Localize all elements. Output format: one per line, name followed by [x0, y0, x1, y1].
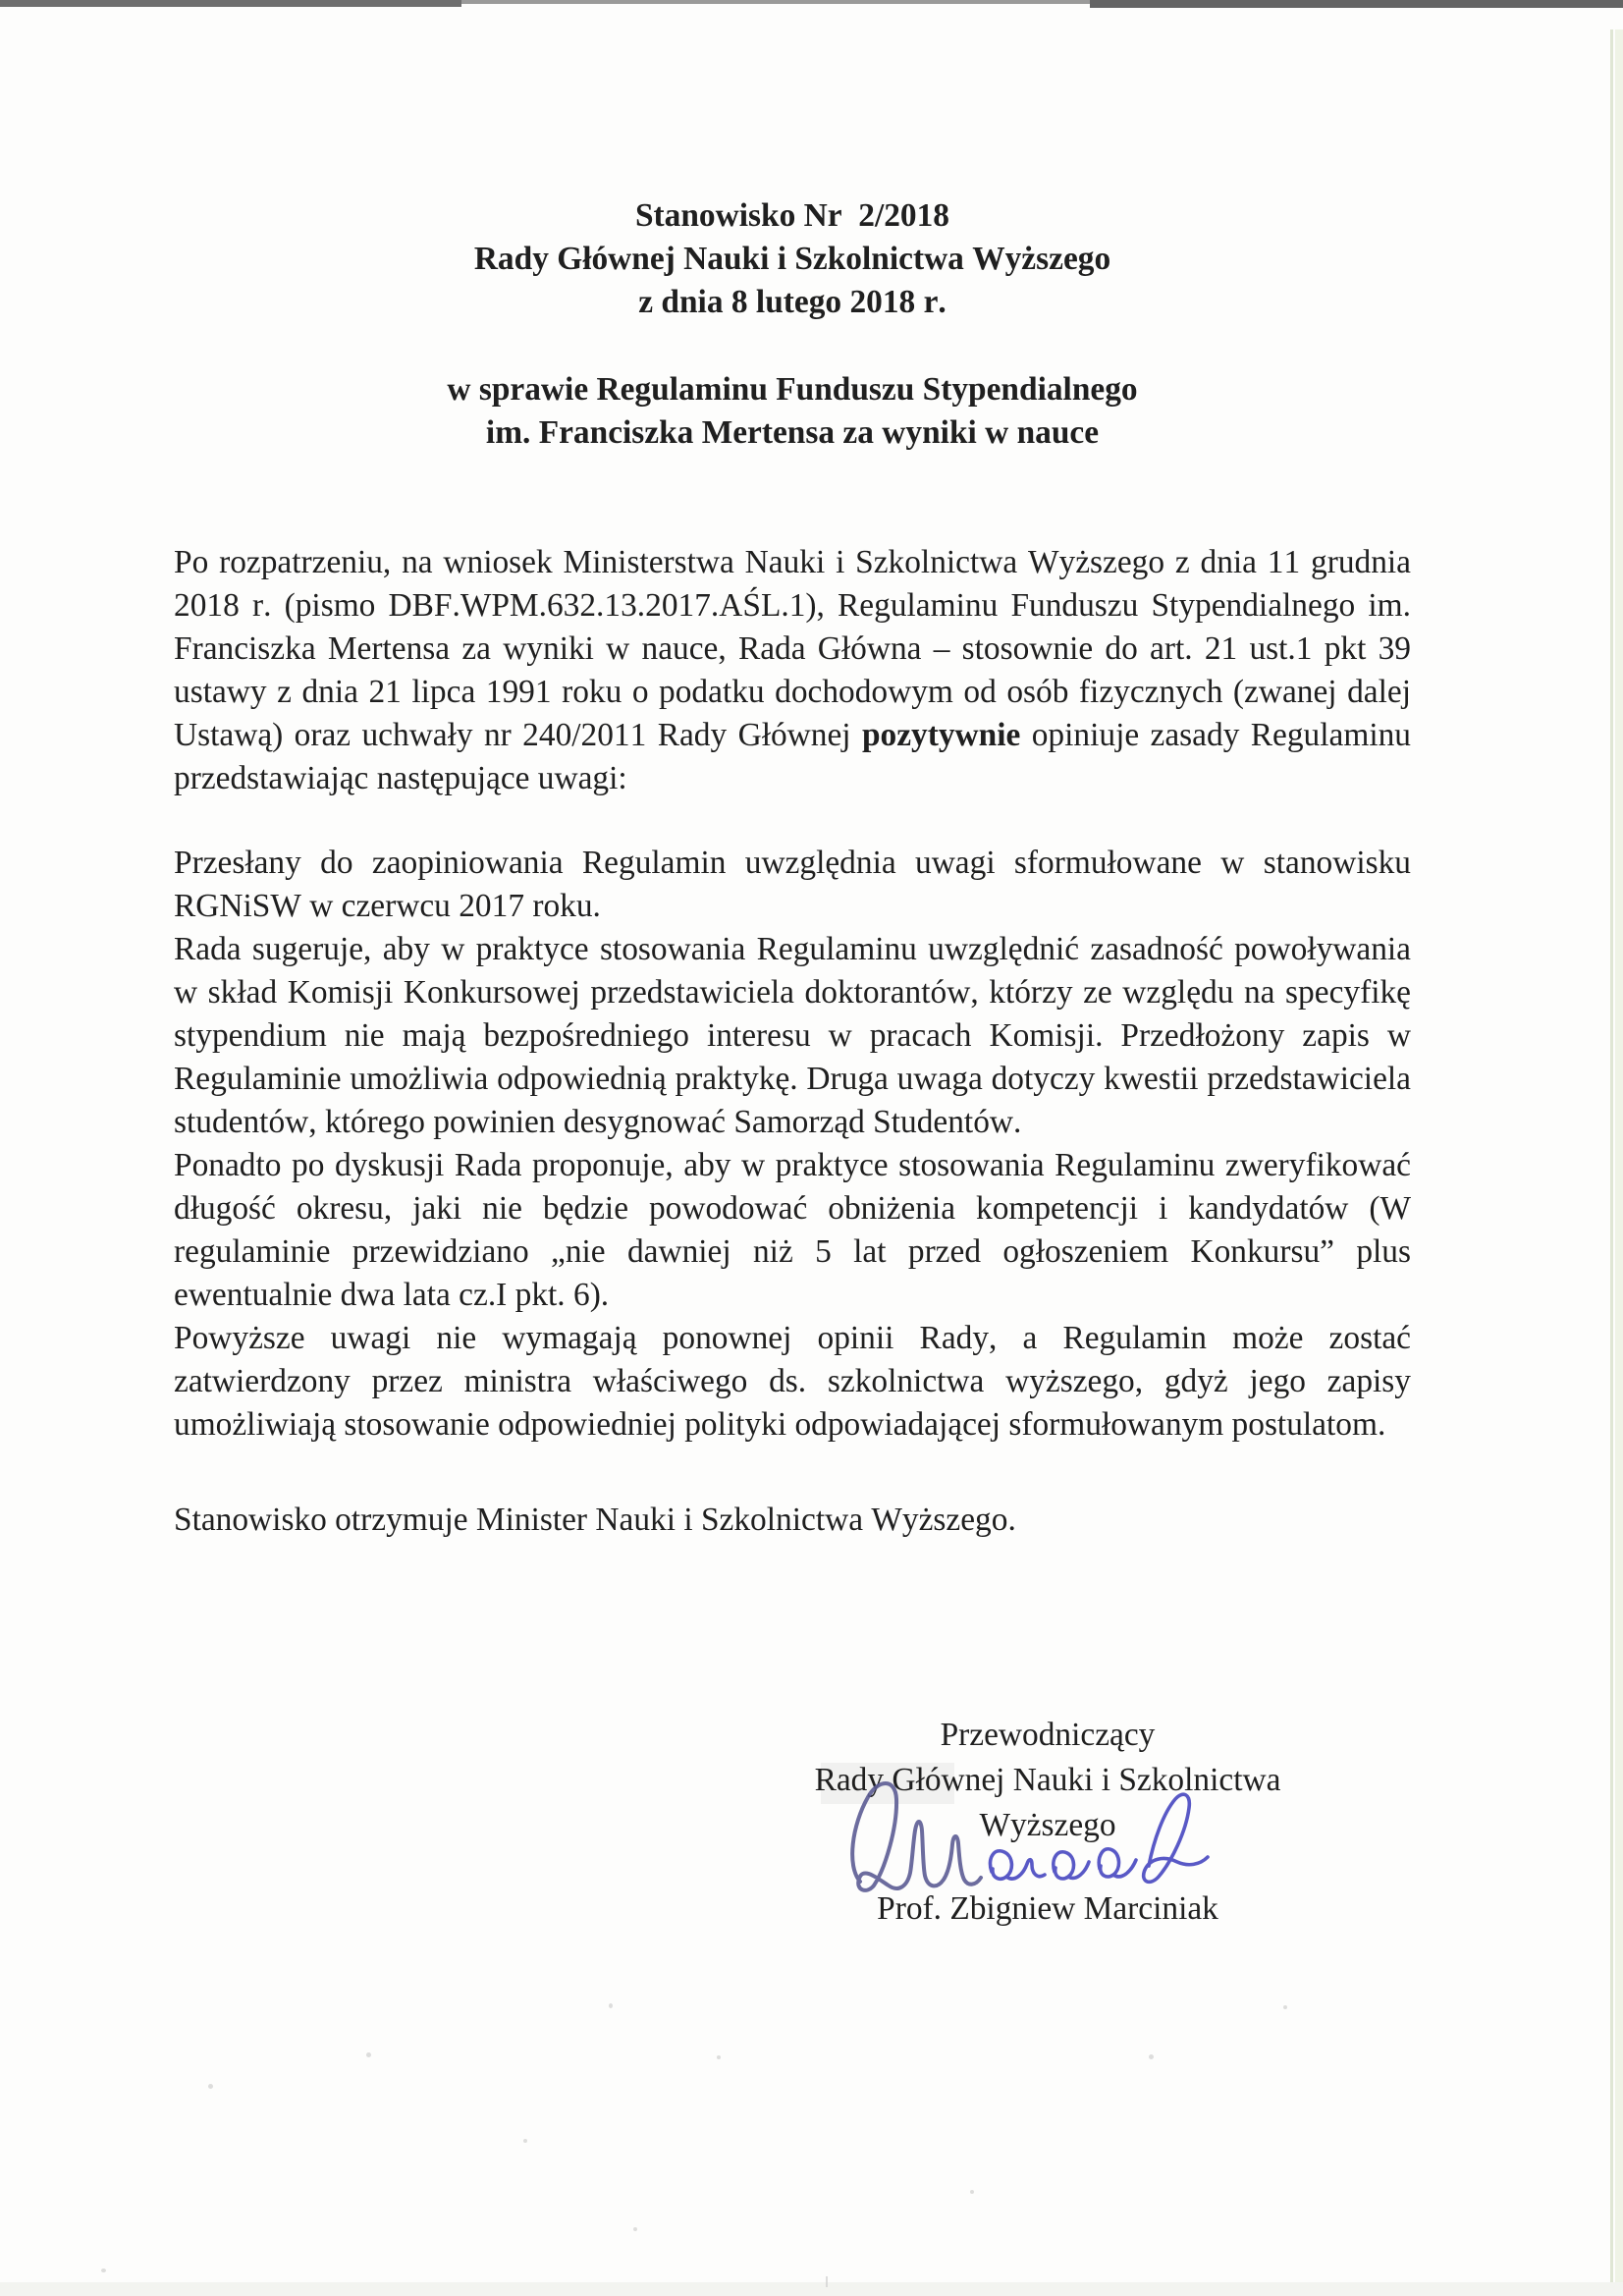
intro-text-after: opiniuje zasady Regulaminu przedstawiając następujące uwagi: [174, 717, 1411, 796]
scan-speck [717, 2055, 721, 2059]
scan-speck [208, 2084, 213, 2089]
signature-stroke-blue [990, 1794, 1208, 1882]
paragraph-remark-1: Przesłany do zaopiniowania Regulamin uwzględnia uwagi sformułowane w stanowisku RGNiSW w czerwcu 2017 roku. [174, 845, 1411, 924]
intro-text-before: Po rozpatrzeniu, na wniosek Ministerstwa Nauki i Szkolnictwa Wyższego z dnia 11 grudnia 2018 r. (pismo DBF.WPM.632.13.2017.AŚL.1), Regulaminu Funduszu Stypendialnego im. Franciszka Mertensa za wyniki w nauce, Rada Główna – stosownie do art. 21 ust.1 pkt 39 ustawy z dnia 21 lipca 1991 roku o podatku dochodowym od osób fizycznych (zwanej dalej Ustawą) oraz uchwały nr 240/2011 Rady Głównej [174, 544, 1411, 753]
scan-speck [609, 2003, 613, 2008]
paragraph-intro [174, 541, 1411, 800]
scan-speck [633, 2227, 637, 2231]
paragraph-remark-3: Ponadto po dyskusji Rada proponuje, aby w praktyce stosowania Regulaminu zweryfikować długość okresu, jaki nie będzie powodować obniżenia kompetencji i kandydatów (W regulaminie przewidziano „nie dawniej niż 5 lat przed ogłoszeniem Konkursu” plus ewentualnie dwa lata cz.I pkt. 6). [174, 1147, 1411, 1313]
document-number: Stanowisko Nr 2/2018 [634, 197, 950, 234]
subject-line-2: im. Franciszka Mertensa za wyniki w nauce [485, 414, 1100, 451]
scan-edge-artifact-right-inner [1610, 29, 1613, 2296]
signature-ink [842, 1774, 1225, 1903]
scan-speck [366, 2052, 371, 2057]
scan-edge-artifact-top-middle [461, 0, 1090, 4]
scan-speck [101, 2269, 106, 2272]
paragraph-remark-2: Rada sugeruje, aby w praktyce stosowania Regulaminu uwzględnić zasadność powoływania w skład Komisji Konkursowej przedstawiciela doktorantów, którzy ze względu na specyfikę stypendium nie mają bezpośredniego interesu w pracach Komisji. Przedłożony zapis w Regulaminie umożliwia odpowiednią praktykę. Druga uwaga dotyczy kwestii przedstawiciela studentów, którego powinien desygnować Samorząd Studentów. [174, 931, 1411, 1140]
intro-bold-word: pozytywnie [861, 717, 1021, 753]
document-date: z dnia 8 lutego 2018 r. [638, 284, 947, 320]
document-header [174, 194, 1411, 324]
issuing-body: Rady Głównej Nauki i Szkolnictwa Wyższego [473, 241, 1111, 277]
document-subject [174, 368, 1411, 455]
scan-speck [826, 2276, 828, 2287]
scan-edge-artifact-top-left [0, 0, 461, 7]
signatory-name: Prof. Zbigniew Marciniak [877, 1890, 1218, 1927]
scan-speck [1283, 2005, 1287, 2009]
paragraph-remark-4: Powyższe uwagi nie wymagają ponownej opinii Rady, a Regulamin może zostać zatwierdzony przez ministra właściwego ds. szkolnictwa wyższego, gdyż jego zapisy umożliwiają stosowanie odpowiedniej polityki odpowiadającej sformułowanym postulatom. [174, 1320, 1411, 1443]
paragraph-remarks-block [174, 842, 1411, 1447]
scan-edge-artifact-right-outer [1615, 29, 1623, 2296]
scan-edge-artifact-top-right [1090, 0, 1623, 8]
scan-edge-artifact-bottom [0, 2282, 1623, 2296]
signatory-role-org: Rady Głównej Nauki i Szkolnictwa Wyższego [814, 1762, 1281, 1843]
signatory-role-title: Przewodniczący [940, 1717, 1156, 1753]
scan-speck [970, 2190, 974, 2194]
subject-line-1: w sprawie Regulaminu Funduszu Stypendialnego [447, 371, 1138, 408]
scan-speck [1149, 2054, 1154, 2059]
signature-stroke-dark [852, 1783, 981, 1890]
closing-sentence: Stanowisko otrzymuje Minister Nauki i Szkolnictwa Wyższego. [174, 1502, 1016, 1538]
scan-speck [523, 2139, 527, 2143]
